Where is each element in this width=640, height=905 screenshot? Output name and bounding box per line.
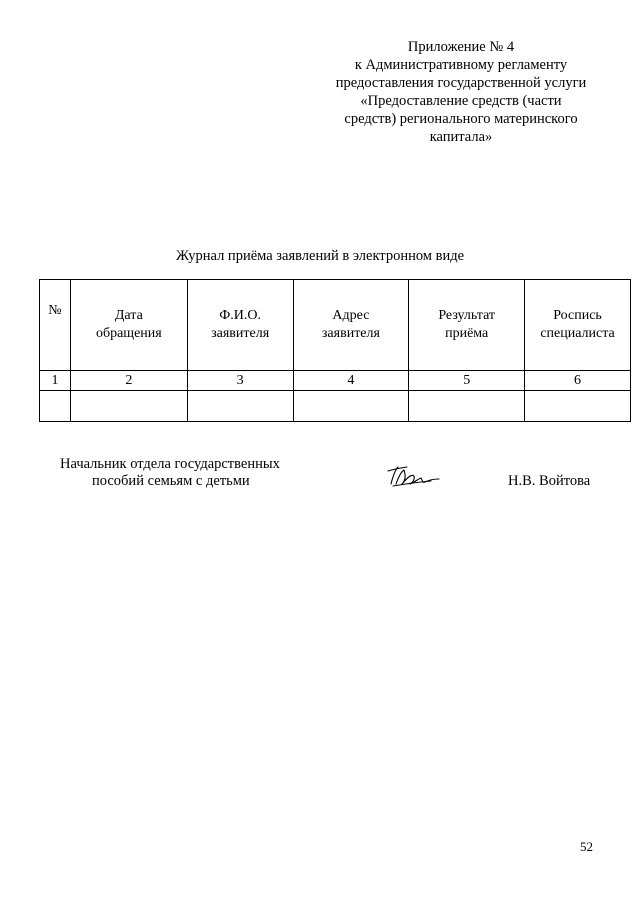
column-header-signature: Роспись специалиста [525,280,631,371]
journal-table [39,279,631,422]
empty-cell [40,391,71,422]
appendix-line: Приложение № 4 [407,39,515,55]
signer-name: Н.В. Войтова [508,473,591,489]
appendix-header [318,38,604,146]
column-header-fio: Ф.И.О. заявителя [187,280,293,371]
empty-cell [409,391,525,422]
empty-entry-row [40,391,631,422]
column-header-date: Дата обращения [70,280,187,371]
empty-cell [293,391,409,422]
appendix-line: средств) регионального материнского [344,111,578,127]
column-number: 6 [525,371,631,391]
column-number-row [40,371,631,391]
column-number: 1 [40,371,71,391]
appendix-line: «Предоставление средств (части [360,93,562,109]
column-header-address: Адрес заявителя [293,280,409,371]
signer-position [60,456,310,490]
empty-cell [187,391,293,422]
column-number: 3 [187,371,293,391]
appendix-line: капитала» [429,129,493,145]
position-line: Начальник отдела государственных [60,456,280,472]
column-header-number: № [40,280,71,371]
journal-title: Журнал приёма заявлений в электронном виде [175,248,465,264]
handwritten-signature [385,462,441,490]
table-header-row [40,280,631,371]
appendix-line: к Административному регламенту [354,57,568,73]
column-number: 4 [293,371,409,391]
column-number: 2 [70,371,187,391]
position-line: пособий семьям с детьми [92,473,250,489]
column-number: 5 [409,371,525,391]
page-number: 52 [580,839,593,854]
appendix-line: предоставления государственной услуги [335,75,587,91]
column-header-result: Результат приёма [409,280,525,371]
empty-cell [70,391,187,422]
empty-cell [525,391,631,422]
